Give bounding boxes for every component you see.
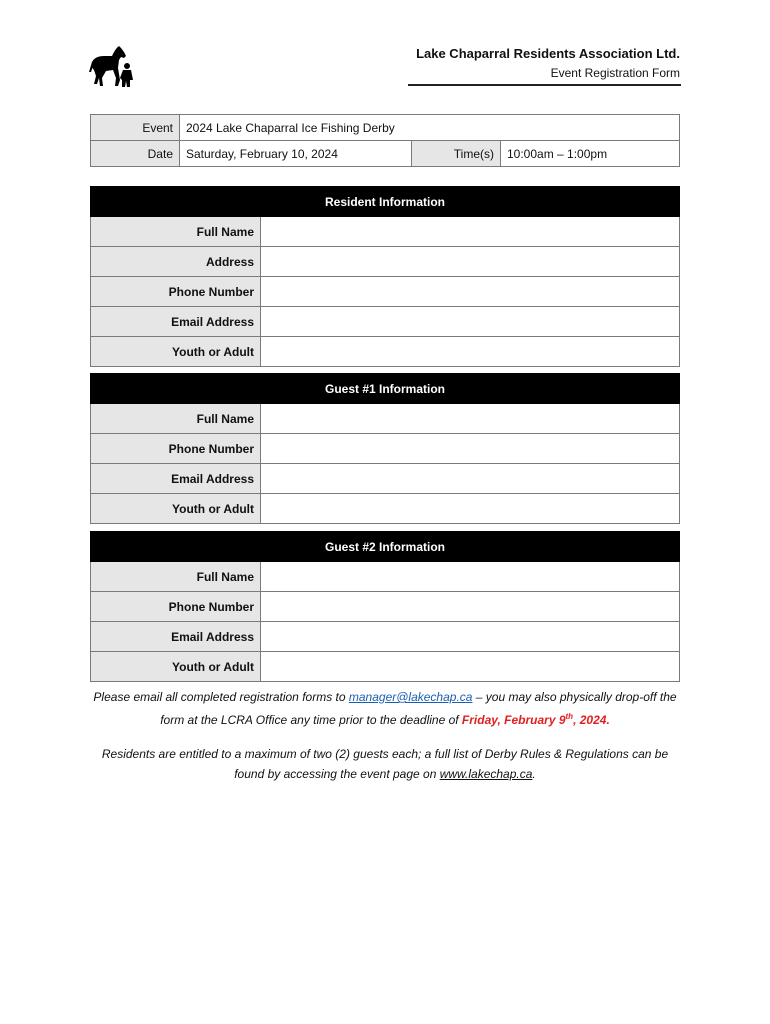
date-value: Saturday, February 10, 2024 bbox=[180, 141, 412, 167]
field-label: Email Address bbox=[91, 464, 261, 494]
resident-address-field[interactable] bbox=[261, 247, 680, 277]
guest1-phone-field[interactable] bbox=[261, 434, 680, 464]
table-row bbox=[91, 307, 680, 337]
table-row bbox=[91, 494, 680, 524]
note-text: Residents are entitled to a maximum of two (2) guests each; a full list of Derby Rules & Regulations can be found by accessing the event page on bbox=[101, 747, 669, 781]
guest2-info-table bbox=[90, 531, 680, 682]
times-value: 10:00am – 1:00pm bbox=[501, 141, 680, 167]
table-row bbox=[91, 562, 680, 592]
guest2-full-name-field[interactable] bbox=[261, 562, 680, 592]
organization-name: Lake Chaparral Residents Association Ltd. bbox=[416, 46, 680, 61]
guest1-section-heading: Guest #1 Information bbox=[91, 374, 680, 404]
header-divider bbox=[408, 84, 681, 86]
field-label: Email Address bbox=[91, 622, 261, 652]
guest-rules-note bbox=[92, 744, 678, 784]
resident-youth-adult-field[interactable] bbox=[261, 337, 680, 367]
field-label: Phone Number bbox=[91, 592, 261, 622]
field-label: Youth or Adult bbox=[91, 652, 261, 682]
guest1-email-field[interactable] bbox=[261, 464, 680, 494]
table-row bbox=[91, 247, 680, 277]
field-label: Full Name bbox=[91, 404, 261, 434]
website-link[interactable]: www.lakechap.ca bbox=[439, 767, 533, 781]
table-row bbox=[91, 652, 680, 682]
resident-phone-field[interactable] bbox=[261, 277, 680, 307]
resident-full-name-field[interactable] bbox=[261, 217, 680, 247]
guest1-full-name-field[interactable] bbox=[261, 404, 680, 434]
table-row bbox=[91, 337, 680, 367]
table-row bbox=[91, 464, 680, 494]
table-row bbox=[91, 592, 680, 622]
event-info-table bbox=[90, 114, 680, 167]
date-label: Date bbox=[91, 141, 180, 167]
event-value: 2024 Lake Chaparral Ice Fishing Derby bbox=[180, 115, 680, 141]
table-row bbox=[91, 622, 680, 652]
form-title: Event Registration Form bbox=[550, 66, 680, 80]
guest2-phone-field[interactable] bbox=[261, 592, 680, 622]
guest2-youth-adult-field[interactable] bbox=[261, 652, 680, 682]
resident-email-field[interactable] bbox=[261, 307, 680, 337]
table-row bbox=[91, 404, 680, 434]
resident-info-table bbox=[90, 186, 680, 367]
field-label: Youth or Adult bbox=[91, 494, 261, 524]
guest2-section-heading: Guest #2 Information bbox=[91, 532, 680, 562]
field-label: Full Name bbox=[91, 562, 261, 592]
header bbox=[416, 46, 680, 80]
times-label: Time(s) bbox=[412, 141, 501, 167]
field-label: Full Name bbox=[91, 217, 261, 247]
event-label: Event bbox=[91, 115, 180, 141]
guest1-youth-adult-field[interactable] bbox=[261, 494, 680, 524]
table-row bbox=[91, 217, 680, 247]
table-row bbox=[91, 277, 680, 307]
resident-section-heading: Resident Information bbox=[91, 187, 680, 217]
guest1-info-table bbox=[90, 373, 680, 524]
field-label: Email Address bbox=[91, 307, 261, 337]
field-label: Phone Number bbox=[91, 434, 261, 464]
submission-note bbox=[92, 687, 678, 730]
note-text: – you may also physically drop-off the form at the LCRA Office any time prior to the deadline of bbox=[160, 690, 677, 727]
deadline-date: Friday, February 9th, 2024. bbox=[461, 712, 610, 727]
table-row bbox=[91, 434, 680, 464]
field-label: Phone Number bbox=[91, 277, 261, 307]
email-link[interactable]: manager@lakechap.ca bbox=[348, 690, 473, 704]
field-label: Address bbox=[91, 247, 261, 277]
field-label: Youth or Adult bbox=[91, 337, 261, 367]
guest2-email-field[interactable] bbox=[261, 622, 680, 652]
note-text: . bbox=[532, 767, 536, 781]
horse-and-child-silhouette-icon bbox=[88, 44, 134, 88]
note-text: Please email all completed registration forms to bbox=[93, 690, 349, 704]
